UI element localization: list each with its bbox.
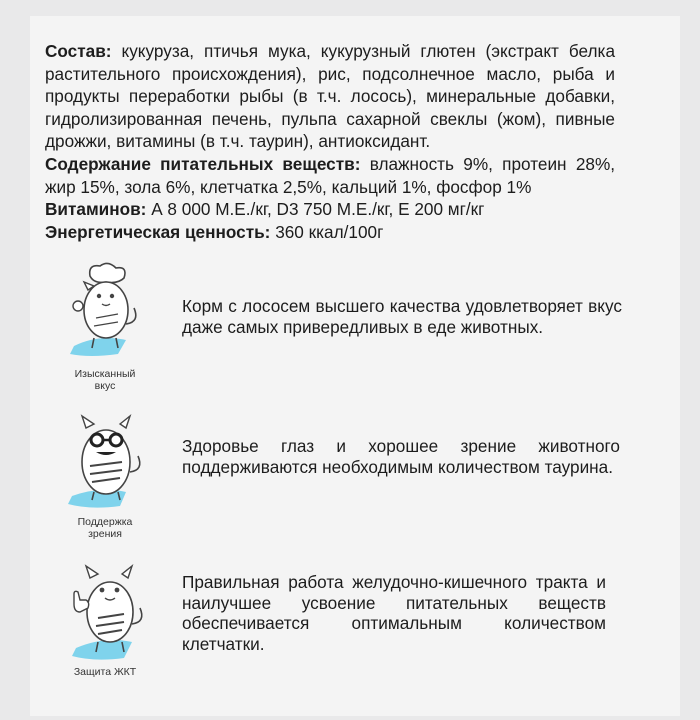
ingredients-paragraph — [45, 40, 615, 153]
energy-text: 360 ккал/100г — [275, 221, 384, 242]
vitamins-paragraph — [45, 198, 615, 221]
vitamins-title: Витаминов: — [45, 199, 147, 220]
feature-text-gut: Правильная работа желудочно-кишечного тракта и наилучшее усвоение питательных веществ обеспечивается оптимальным количеством клетчатки. — [182, 572, 606, 654]
nutrients-text: влажность 9%, протеин 28%, жир 15%, зола 6%, клетчатка 2,5%, кальций 1%, фосфор 1% — [45, 153, 615, 197]
nutrients-title: Содержание питательных веществ: — [45, 153, 361, 174]
cat-thumbs-up-icon — [60, 564, 150, 654]
feature-caption-taste: Изысканный вкус — [74, 368, 136, 392]
chef-cat-icon — [60, 262, 150, 352]
energy-paragraph — [45, 221, 615, 244]
cat-glasses-icon — [60, 412, 150, 502]
package-back-label — [30, 16, 680, 716]
nutrients-paragraph — [45, 153, 615, 198]
energy-title: Энергетическая ценность: — [45, 221, 271, 242]
feature-caption-vision: Поддержка зрения — [77, 516, 133, 540]
feature-text-taste: Корм с лососем высшего качества удовлетворяет вкус даже самых привередливых в еде животных. — [182, 296, 622, 337]
ingredients-text: кукуруза, птичья мука, кукурузный глютен (экстракт белка растительного происхождения), рис, подсолнечное масло, рыба и продукты переработки рыбы (в т.ч. лосось), минеральные добавки, гидролизированная печень, пульпа сахарной свеклы (жом), пивные дрожжи, витамины (в т.ч. таурин), антиоксидант. — [45, 41, 615, 152]
vitamins-text: А 8 000 М.Е./кг, D3 750 М.Е./кг, Е 200 мг/кг — [151, 199, 485, 220]
feature-text-vision: Здоровье глаз и хорошее зрение животного поддерживаются необходимым количеством таурина. — [182, 436, 620, 477]
ingredients-title: Состав: — [45, 41, 112, 61]
composition-block — [45, 40, 615, 243]
feature-caption-gut: Защита ЖКТ — [73, 666, 137, 678]
